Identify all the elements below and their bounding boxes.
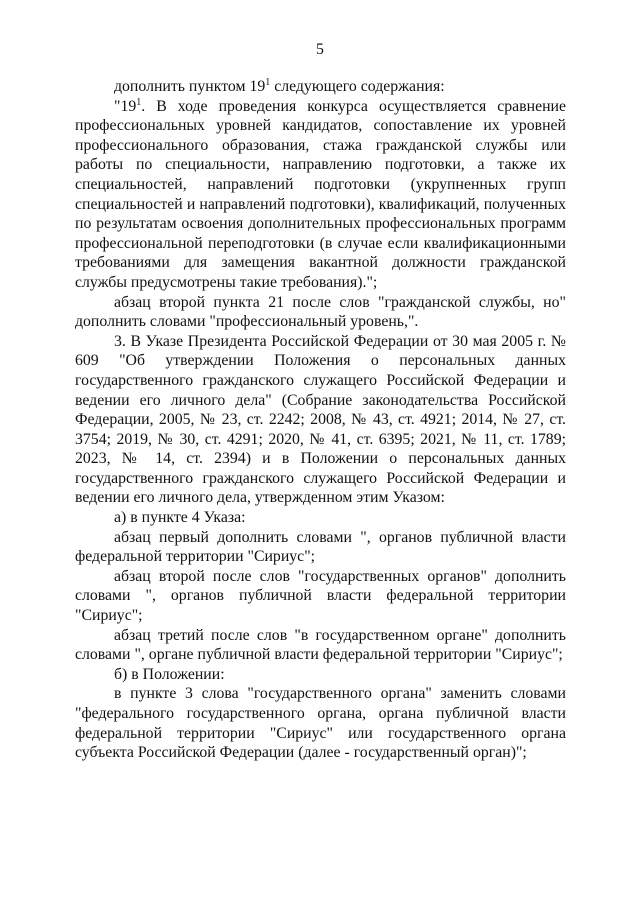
paragraph-clause-19-1	[75, 97, 566, 293]
superscript-marker: 1	[136, 96, 142, 108]
paragraph-subitem-a: а) в пункте 4 Указа:	[114, 509, 246, 527]
page-number: 5	[316, 41, 324, 58]
document-body	[75, 77, 566, 763]
paragraph-abzac-2: абзац второй после слов "государственных органов" дополнить словами ", органов публичной власти федеральной территории "Сириус";	[75, 567, 566, 625]
paragraph-intro-tail: следующего содержания:	[270, 78, 445, 95]
paragraph-abzac-1: абзац первый дополнить словами ", органов публичной власти федеральной территории "Сириус";	[75, 528, 566, 566]
paragraph-point-3: в пункте 3 слова "государственного органа" заменить словами "федерального государственного органа, органа публичной власти федеральной территории "Сириус" или государственного органа субъекта Российской Федерации (далее - государственный орган)";	[75, 685, 566, 762]
paragraph-subitem-b: б) в Положении:	[114, 665, 225, 683]
clause-text: . В ходе проведения конкурса осуществляется сравнение профессиональных уровней кандидатов, сопоставление их уровней профессионального образования, стажа гражданской службы или работы по специальности, направлению подготовки, а также их специальностей, направлений подготовки (укрупненных групп специальностей и направлений подготовки), квалификаций, полученных по результатам освоения дополнительных профессиональных программ профессиональной переподготовки (в случае если квалификационными требованиями для замещения вакантной должности гражданской службы предусмотрены такие требования).";	[75, 97, 566, 291]
paragraph-item-3: 3. В Указе Президента Российской Федерации от 30 мая 2005 г. № 609 "Об утверждении Положения о персональных данных государственного гражданского служащего Российской Федерации и ведении его личного дела" (Собрание законодательства Российской Федерации, 2005, № 23, ст. 2242; 2008, № 43, ст. 4921; 2014, № 27, ст. 3754; 2019, № 30, ст. 4291; 2020, № 41, ст. 6395; 2021, № 11, ст. 1789; 2023, № 14, ст. 2394) и в Положении о персональных данных государственного гражданского служащего Российской Федерации и ведении его личного дела, утвержденном этим Указом:	[75, 332, 566, 507]
paragraph-intro-text: дополнить пунктом 19	[114, 78, 266, 95]
clause-number: "19	[114, 97, 137, 115]
paragraph-clause-21: абзац второй пункта 21 после слов "гражданской службы, но" дополнить словами "профессиональный уровень,".	[75, 293, 566, 331]
paragraph-intro	[75, 77, 566, 97]
paragraph-abzac-3: абзац третий после слов "в государственном органе" дополнить словами ", органе публичной власти федеральной территории "Сириус";	[75, 626, 566, 664]
superscript-marker: 1	[265, 77, 271, 88]
